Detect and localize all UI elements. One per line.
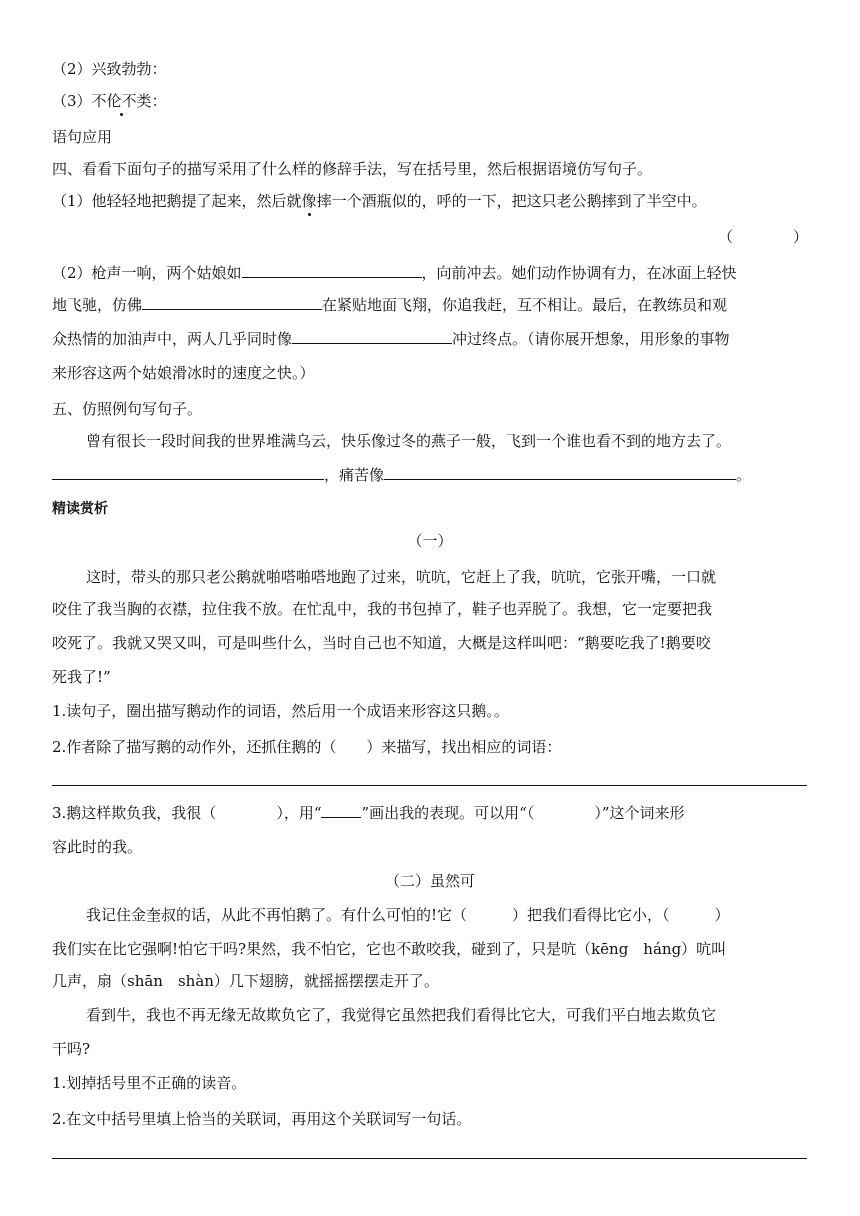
- passage-2-line-5: 干吗?: [52, 1040, 91, 1058]
- passage-2-title: （二）虽然可: [384, 872, 475, 890]
- fill-blank-5[interactable]: [384, 464, 736, 480]
- section-4-sentence-2-line-2: [52, 294, 727, 316]
- passage-1-line-1: 这时，带头的那只老公鹅就啪嗒啪嗒地跑了过来，吭吭，它赶上了我，吭吭，它张开嘴，一口就: [86, 568, 717, 586]
- passage-1-line-4: 死我了!”: [52, 668, 111, 686]
- s4-2-part-a: （2）枪声一响，两个姑娘如: [52, 264, 242, 282]
- passage-2-line-2: 我们实在比它强啊!怕它干吗?果然，我不怕它，它也不敢咬我，碰到了，只是吭（kēng háng）吭叫: [52, 940, 727, 958]
- section-heading-jingdu: 精读赏析: [52, 501, 108, 517]
- s5-mid-text: ，痛苦像: [324, 466, 385, 484]
- q1-3-part-a: 3.鹅这样欺负我，我很（ ），用“: [52, 804, 322, 822]
- passage-1-line-2: 咬住了我当胸的衣襟，拉住我不放。在忙乱中，我的书包掉了，鞋子也弄脱了。我想，它一定要把我: [52, 600, 713, 618]
- s4-1-part-c: 摔一个酒瓶似的，呼的一下，把这只老公鹅摔到了半空中。: [316, 192, 707, 210]
- section-4-sentence-2-line-4: 来形容这两个姑娘滑冰时的速度之快。）: [52, 364, 315, 382]
- passage-2-line-3: 几声，扇（shān shàn）几下翅膀，就摇摇摆摆走开了。: [52, 972, 439, 990]
- section-5-answer-line: [52, 464, 751, 486]
- section-4-title: 四、看看下面句子的描写采用了什么样的修辞手法，写在括号里，然后根据语境仿写句子。: [52, 160, 653, 178]
- section-4-sentence-2-line-1: [52, 262, 737, 284]
- section-4-sentence-1: [52, 190, 707, 212]
- item-3-buluan: [52, 90, 167, 112]
- fill-blank-6[interactable]: [321, 802, 361, 818]
- item-3-number: （3）: [52, 92, 92, 110]
- passage-2-line-4: 看到牛，我也不再无缘无故欺负它了，我觉得它虽然把我们看得比它大，可我们平白地去欺负它: [86, 1006, 717, 1024]
- item-2-text: （2）兴致勃勃：: [52, 60, 167, 78]
- section-5-example: 曾有很长一段时间我的世界堆满乌云，快乐像过冬的燕子一般，飞到一个谁也看不到的地方去了。: [86, 432, 732, 450]
- bracket-right: ）: [792, 228, 808, 246]
- dotted-word: 像: [301, 192, 317, 210]
- s4-2-part-d: 在紧贴地面飞翔，你追我赶，互不相让。最后，在教练员和观: [322, 296, 728, 314]
- fill-blank-1[interactable]: [242, 262, 422, 278]
- question-2-1: 1.划掉括号里不正确的读音。: [52, 1074, 247, 1092]
- passage-1-line-3: 咬死了。我就又哭又叫，可是叫些什么，当时自己也不知道，大概是这样叫吧：“鹅要吃我了!鹅要咬: [52, 634, 711, 652]
- s4-2-part-c: 地飞驰，仿佛: [52, 296, 143, 314]
- s4-2-part-e: 众热情的加油声中，两人几乎同时像: [52, 330, 293, 348]
- fill-blank-2[interactable]: [142, 294, 322, 310]
- dotted-word: 不伦不类: [91, 92, 152, 110]
- passage-2-line-1: 我记住金奎叔的话，从此不再怕鹅了。有什么可怕的!它（ ）把我们看得比它小，（ ）: [86, 906, 730, 924]
- item-2-xingzhi: [52, 58, 167, 80]
- section-4-sentence-2-line-3: [52, 328, 730, 350]
- question-1-3: [52, 802, 685, 824]
- fill-blank-3[interactable]: [292, 328, 452, 344]
- section-5-title: 五、仿照例句写句子。: [52, 400, 203, 418]
- fill-blank-4[interactable]: [52, 464, 324, 480]
- s5-end-text: 。: [736, 466, 752, 484]
- s4-2-part-b: ，向前冲去。她们动作协调有力，在冰面上轻快: [421, 264, 737, 282]
- q1-3-part-b: ”画出我的表现。可以用“（ ）”这个词来形: [361, 804, 685, 822]
- question-1-1: 1.读句子，圈出描写鹅动作的词语，然后用一个成语来形容这只鹅。。: [52, 702, 509, 720]
- answer-rule-1[interactable]: [52, 785, 807, 786]
- bracket-left: （: [717, 228, 733, 246]
- answer-bracket[interactable]: [718, 226, 808, 248]
- answer-rule-2[interactable]: [52, 1158, 807, 1159]
- question-1-3-cont: 容此时的我。: [52, 838, 143, 856]
- s4-1-part-a: （1）他轻轻地把鹅提了起来，然后就: [52, 192, 302, 210]
- question-1-2: 2.作者除了描写鹅的动作外，还抓住鹅的（ ）来描写，找出相应的词语：: [52, 738, 562, 756]
- section-heading-yuju: 语句应用: [52, 128, 113, 146]
- question-2-2: 2.在文中括号里填上恰当的关联词，再用这个关联词写一句话。: [52, 1110, 472, 1128]
- passage-1-title: （一）: [407, 532, 453, 550]
- s4-2-part-f: 冲过终点。（请你展开想象，用形象的事物: [452, 330, 730, 348]
- item-3-colon: ：: [151, 92, 167, 110]
